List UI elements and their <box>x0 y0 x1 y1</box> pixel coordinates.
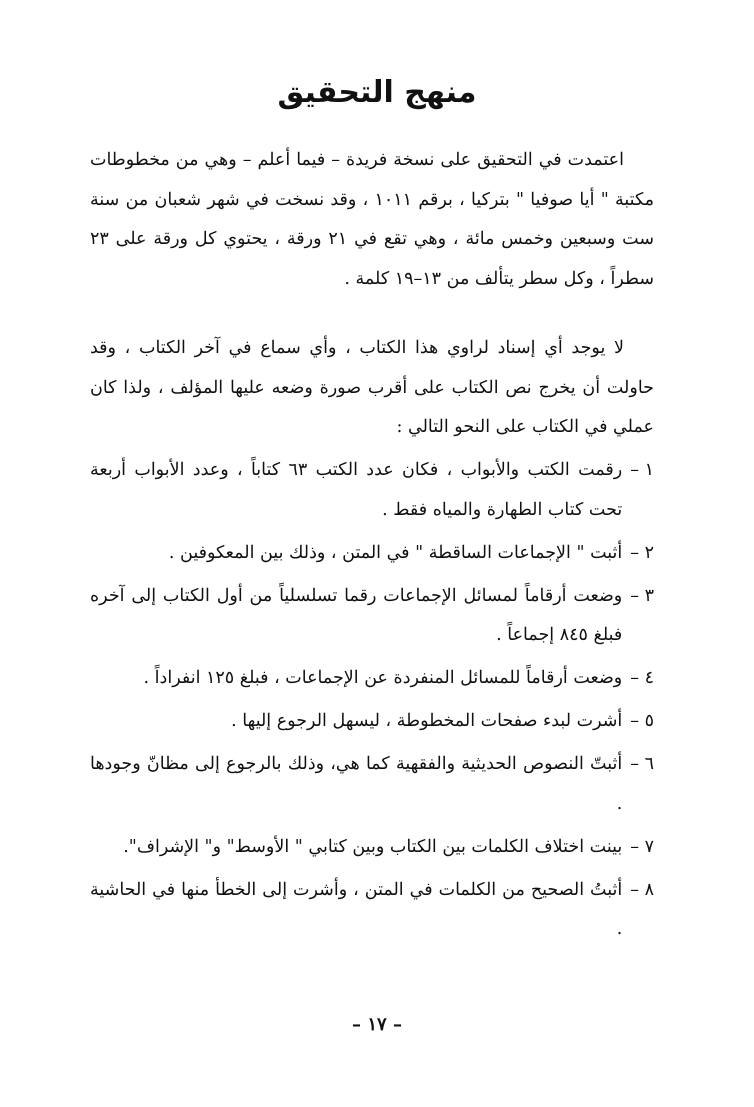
list-item-text: أثبتّ النصوص الحديثية والفقهية كما هي، وذلك بالرجوع إلى مظانّ وجودها . <box>90 754 623 814</box>
list-item-number: ٧ – <box>630 836 654 857</box>
intro-paragraph-method: لا يوجد أي إسناد لراوي هذا الكتاب ، وأي سماع في آخر الكتاب ، وقد حاولت أن يخرج نص الكتاب على أقرب صورة وضعه عليها المؤلف ، ولذا كان عملي في الكتاب على النحو التالي : <box>90 338 654 437</box>
list-item-number: ٥ – <box>630 711 654 731</box>
list-item-text: أشرت لبدء صفحات المخطوطة ، ليسهل الرجوع إليها . <box>231 711 623 731</box>
intro-paragraph-manuscript: اعتمدت في التحقيق على نسخة فريدة – فيما أعلم – وهي من مخطوطات مكتبة " أيا صوفيا " بتركيا ، برقم ١٠١١ ، وقد نسخت في شهر شعبان من سنة ست وسبعين وخمس مائة ، وهي تقع في ٢١ ورقة ، يحتوي كل ورقة على ٢٣ سطراً ، وكل سطر يتألف من ١٣–١٩ كلمة . <box>90 150 654 289</box>
list-item-text: بينت اختلاف الكلمات بين الكتاب وبين كتابي " الأوسط" و" الإشراف". <box>123 836 623 857</box>
list-item-text: وضعت أرقاماً للمسائل المنفردة عن الإجماعات ، فبلغ ١٢٥ انفراداً . <box>143 668 623 688</box>
list-item-number: ٦ – <box>630 754 654 774</box>
list-item <box>90 659 654 699</box>
page-number: – ١٧ – <box>352 1014 402 1035</box>
list-item <box>90 828 654 868</box>
list-item <box>90 451 654 530</box>
page-title: منهج التحقيق <box>277 75 477 110</box>
list-item-number: ٤ – <box>630 668 654 688</box>
method-steps-list <box>90 451 654 953</box>
list-item-text: وضعت أرقاماً لمسائل الإجماعات رقما تسلسلياً من أول الكتاب إلى آخره فبلغ ٨٤٥ إجماعاً . <box>90 585 623 645</box>
list-item <box>90 702 654 742</box>
list-item <box>90 577 654 656</box>
list-item-number: ٣ – <box>630 585 654 606</box>
list-item-text: أثبتُ الصحيح من الكلمات في المتن ، وأشرت إلى الخطأ منها في الحاشية . <box>90 879 623 939</box>
list-item-text: أثبت " الإجماعات الساقطة " في المتن ، وذلك بين المعكوفين . <box>168 542 623 563</box>
list-item-number: ١ – <box>630 460 654 480</box>
list-item-text: رقمت الكتب والأبواب ، فكان عدد الكتب ٦٣ كتاباً ، وعدد الأبواب أربعة تحت كتاب الطهارة والمياه فقط . <box>90 460 623 520</box>
list-item <box>90 534 654 574</box>
list-item-number: ٨ – <box>630 879 654 900</box>
list-item <box>90 871 654 950</box>
list-item <box>90 745 654 824</box>
list-item-number: ٢ – <box>630 542 654 563</box>
